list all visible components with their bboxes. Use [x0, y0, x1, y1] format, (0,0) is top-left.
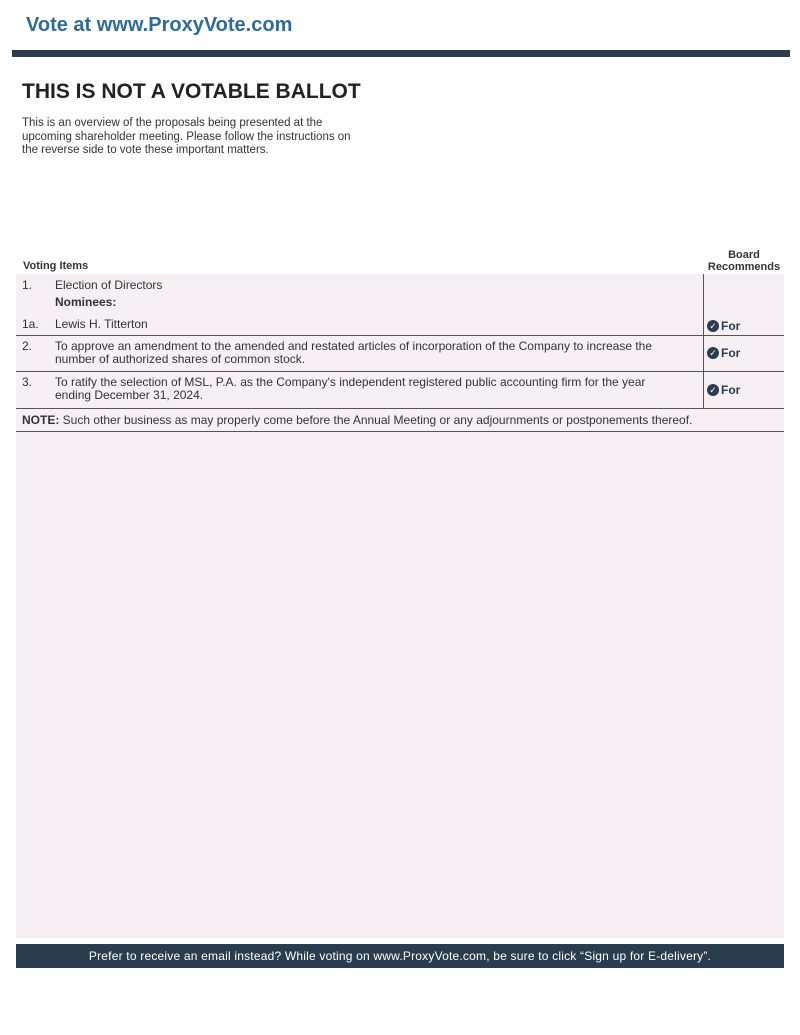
- item-text-line: number of authorized shares of common stock.: [55, 352, 306, 366]
- note-body: Such other business as may properly come before the Annual Meeting or any adjournments or postponements thereof.: [59, 413, 693, 427]
- item-number: 3.: [22, 375, 33, 389]
- recommendation-label: For: [721, 346, 741, 360]
- check-circle-icon: ✓: [707, 384, 719, 396]
- item-text: Election of Directors: [55, 278, 163, 292]
- check-circle-icon: ✓: [707, 347, 719, 359]
- item-text: Lewis H. Titterton: [55, 317, 148, 331]
- intro-line: upcoming shareholder meeting. Please follow the instructions on: [22, 130, 351, 143]
- item-text: [55, 376, 695, 402]
- item-text-line: To approve an amendment to the amended and restated articles of incorporation of the Company to increase the: [55, 339, 653, 353]
- board-header-line1: Board: [728, 249, 760, 261]
- ballot-panel: [16, 274, 784, 938]
- note-text: [22, 413, 782, 427]
- note-divider: [16, 431, 784, 432]
- row-divider: [16, 371, 784, 372]
- e-delivery-banner: Prefer to receive an email instead? While voting on www.ProxyVote.com, be sure to click “Sign up for E-delivery”.: [16, 944, 784, 968]
- recommendation-for: [707, 383, 740, 397]
- check-circle-icon: ✓: [707, 320, 719, 332]
- intro-line: the reverse side to vote these important matters.: [22, 144, 269, 156]
- item-number: 1a.: [22, 317, 39, 331]
- recommendation-label: For: [721, 383, 741, 397]
- item-number: 1.: [22, 278, 33, 292]
- row-divider: [16, 408, 784, 409]
- column-divider: [703, 274, 704, 408]
- header-divider: [12, 50, 790, 57]
- intro-line: This is an overview of the proposals being presented at the: [22, 117, 323, 129]
- item-text-line: To ratify the selection of MSL, P.A. as the Company's independent registered public accounting firm for the year: [55, 375, 646, 389]
- board-header-line2: Recommends: [707, 261, 781, 273]
- item-text-line: ending December 31, 2024.: [55, 388, 204, 402]
- recommendation-for: [707, 319, 740, 333]
- item-text: [55, 340, 695, 366]
- recommendation-label: For: [721, 319, 741, 333]
- proxyvote-link[interactable]: Vote at www.ProxyVote.com: [26, 14, 293, 36]
- nominees-subheading: Nominees:: [55, 295, 117, 309]
- board-recommends-header: [700, 249, 788, 273]
- page-title: THIS IS NOT A VOTABLE BALLOT: [22, 80, 361, 103]
- intro-paragraph: [22, 117, 402, 158]
- voting-items-header: Voting Items: [23, 260, 89, 272]
- item-number: 2.: [22, 339, 33, 353]
- recommendation-for: [707, 346, 740, 360]
- row-divider: [16, 335, 784, 336]
- note-label: NOTE:: [22, 413, 60, 427]
